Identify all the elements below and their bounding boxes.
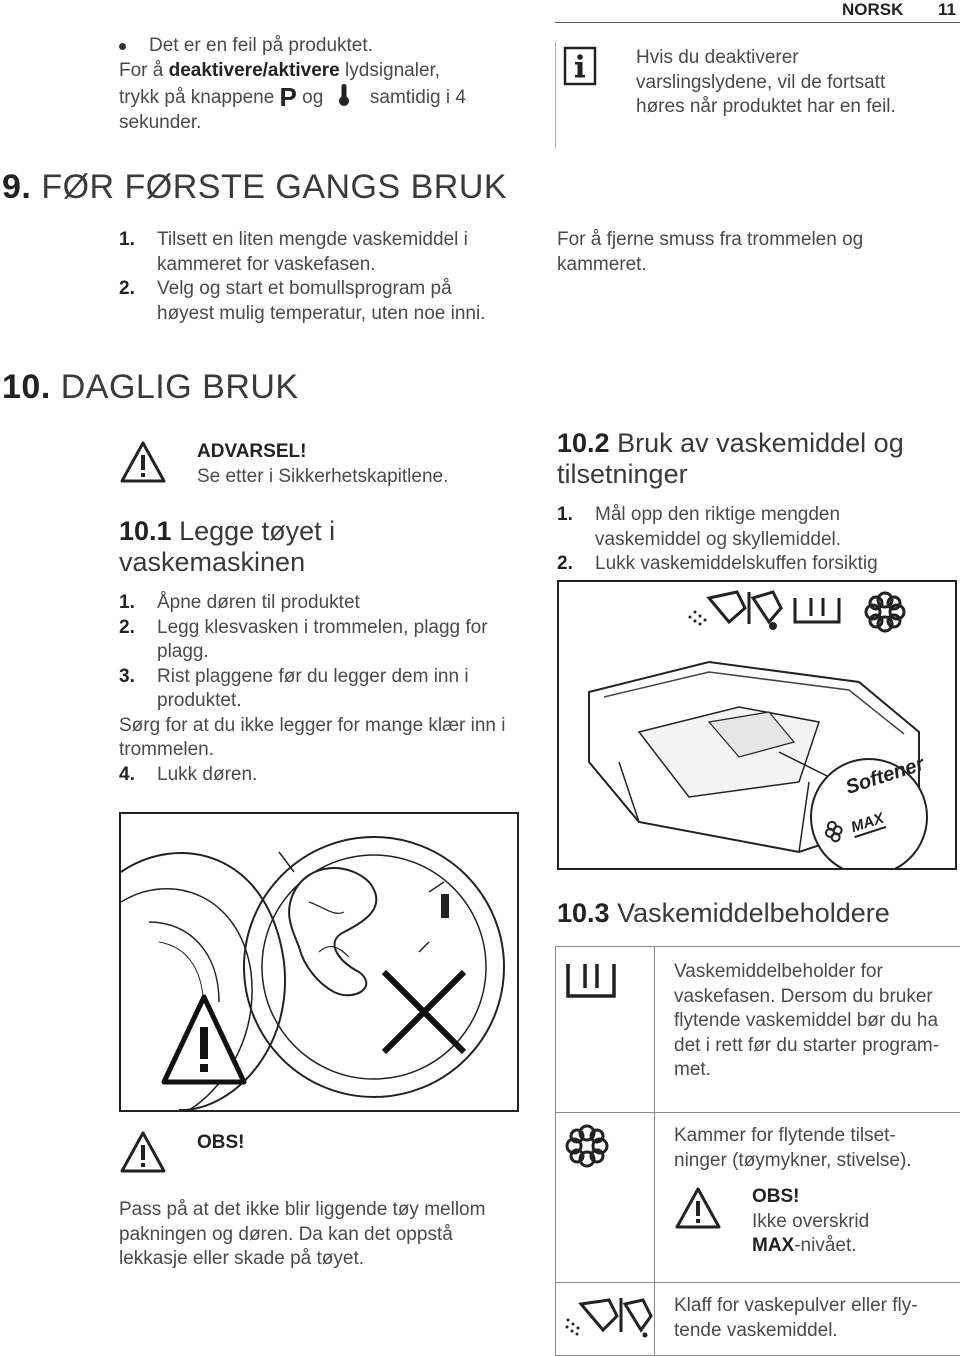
section-10-2-title: Bruk av vaskemiddel og tilsetninger [557,428,904,489]
info-note-text: Hvis du deaktiverer varslingslydene, vil de fortsatt høres når produktet har en feil. [636,47,896,117]
section-9-heading [2,168,507,206]
max-caution-block [752,1185,952,1259]
wash-phase-icon [565,960,617,1000]
caution-icon [119,1130,167,1174]
section-10-3-number: 10.3 [557,898,610,928]
section-10-1-title: Legge tøyet i vaskemaskinen [119,516,336,577]
step-text: Lukk vaskemiddelskuffen forsiktig [595,553,878,574]
step-text: Legg klesvasken i trommelen, plagg for plagg. [157,616,488,662]
step-text: Velg og start et bomullsprogram på høyest mulig temperatur, uten noe inni. [157,278,486,324]
section-9-title: FØR FØRSTE GANGS BRUK [41,168,508,206]
info-rule [555,42,556,148]
table-rule-top [555,946,960,947]
section-10-3-title: Vaskemiddelbeholdere [617,898,890,928]
wash-phase-icon [795,598,839,622]
step-text: Mål opp den riktige mengden vaskemiddel og skyllemiddel. [595,504,842,550]
section-10-heading [2,368,299,406]
page-number: 11 [938,0,956,19]
load-note: Sørg for at du ikke legger for mange klær inn i trommelen. [119,714,506,760]
drawer-drawing [559,582,955,868]
caution-icon [674,1186,722,1230]
section-10-2-number: 10.2 [557,428,610,458]
warning-title: ADVARSEL! [197,441,307,462]
step-number: 4. [119,763,135,785]
washer-door-illustration [119,812,519,1112]
section-10-1-heading [119,516,419,578]
bullet-block [119,34,519,135]
additive-text: Kammer for flytende tilset-ninger (tøymykner, stivelse). [674,1125,912,1171]
step-text: Lukk døren. [157,763,258,785]
bullet-line2-post: lydsignaler, [339,59,441,81]
thermometer-icon [337,83,351,107]
section-9-number: 9. [2,168,32,206]
warning-text: Se etter i Sikkerhetskapitlene. [197,465,449,487]
step-number: 1. [119,229,135,250]
flower-icon [565,1124,609,1168]
section-10-2-heading [557,428,937,490]
table-rule-mid1 [555,1112,960,1113]
max-caution-post: -nivået. [794,1235,857,1256]
flower-icon [866,593,904,631]
max-caution-bold: MAX [752,1235,795,1256]
powder-liquid-icon [563,1294,653,1338]
warning-icon [119,440,167,484]
detergent-drawer-illustration [557,580,957,870]
step-text: Rist plaggene før du legger dem inn i produktet. [157,665,469,711]
step-number: 3. [119,665,135,687]
step-text: Tilsett en liten mengde vaskemiddel i kammeret for vaskefasen. [157,229,468,275]
bullet-line3-pre: trykk på knappene [119,87,275,108]
caution-title: OBS! [197,1132,245,1153]
step-text: Åpne døren til produktet [157,592,360,613]
section-10-1-number: 10.1 [119,516,172,546]
warning-block [197,440,517,489]
section-10-3-heading [557,898,890,929]
powder-liquid-text: Klaff for vaskepulver eller fly-tende vaskemiddel. [674,1295,918,1341]
step-number: 2. [119,616,135,638]
table-rule-mid2 [555,1282,960,1283]
step-number: 1. [557,504,573,525]
bullet-line2-bold: deaktivere/aktivere [168,59,340,81]
header-rule [555,22,960,23]
bullet-line2-pre: For å [119,59,169,81]
max-caution-line1: Ikke overskrid [752,1210,870,1232]
step-number: 2. [119,278,135,299]
bullet-dot [119,43,126,50]
bullet-line3-mid: og [302,87,324,108]
section-10-title: DAGLIG BRUK [60,368,299,406]
bullet-text: Det er en feil på produktet. [149,35,373,56]
caution-text: Pass på at det ikke blir liggende tøy mellom pakningen og døren. Da kan det oppstå lekkasje eller skade på tøyet. [119,1199,486,1269]
bullet-line4: sekunder. [119,111,202,133]
max-label: MAX [849,809,886,837]
section-10-1-steps [119,591,514,787]
softener-label: Softener [843,752,927,799]
powder-liquid-icon [709,592,781,629]
info-icon [563,46,597,86]
section-10-number: 10. [2,368,51,406]
section-9-right-text: For å fjerne smuss fra trommelen og kammeret. [557,229,864,275]
section-10-2-steps [557,503,937,577]
bullet-line3-post: samtidig i 4 [369,87,466,108]
wash-phase-text: Vaskemiddelbeholder for vaskefasen. Dersom du bruker flytende vaskemiddel bør du ha det i rett før du starter program-met. [674,961,940,1080]
p-button-icon: P [279,82,297,112]
section-9-steps [119,228,509,326]
max-caution-title: OBS! [752,1186,800,1207]
step-number: 2. [557,553,573,574]
step-number: 1. [119,592,135,613]
table-rule-left [555,946,556,1356]
language-label: NORSK [842,0,904,19]
table-rule-divider [654,946,655,1356]
